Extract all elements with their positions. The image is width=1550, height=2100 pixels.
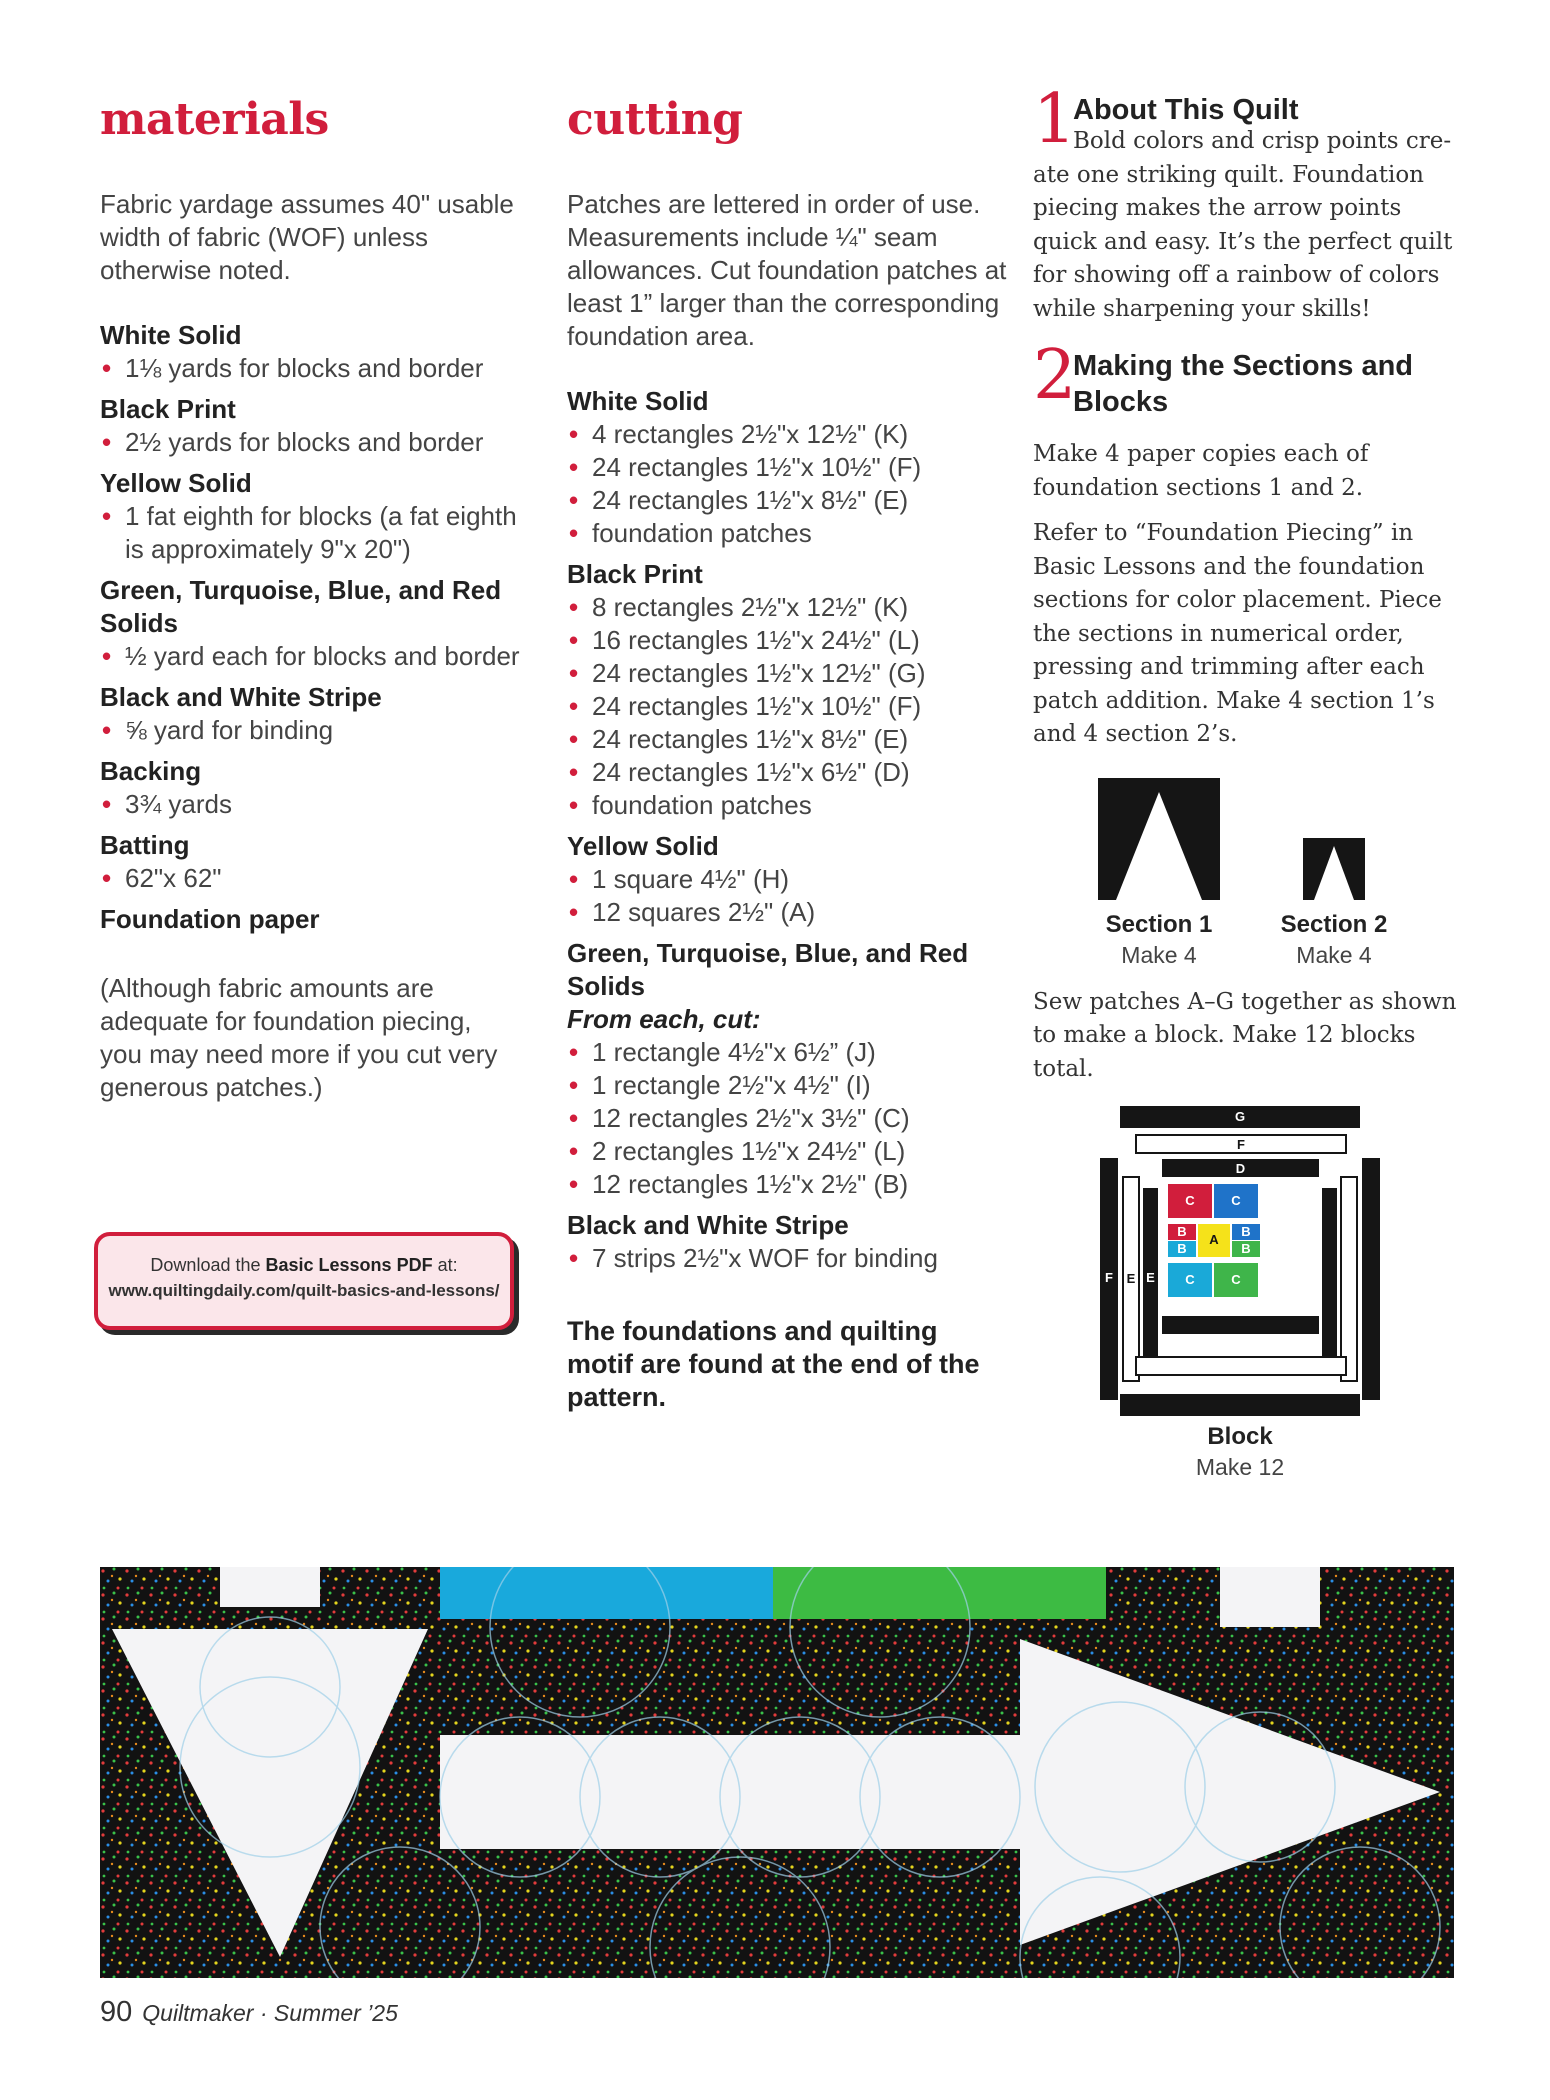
foundation-note: The foundations and quilting motif are found at the end of the pattern.: [567, 1316, 980, 1412]
patch-letter: D: [1235, 1161, 1246, 1176]
cutting-heading: Yellow Solid: [567, 831, 719, 861]
cutting-heading: Green, Turquoise, Blue, and Red Solids: [567, 938, 969, 1001]
cutting-item: • 24 rectangles 1½"x 12½" (G): [567, 657, 1007, 690]
cutting-item: • 4 rectangles 2½"x 12½" (K): [567, 418, 1007, 451]
page-number: 90: [100, 1996, 133, 2028]
patch-g-right: [1362, 1158, 1380, 1400]
materials-intro: Fabric yardage assumes 40" usable width of fabric (WOF) unless otherwise noted.: [100, 189, 514, 285]
cutting-intro: Patches are lettered in order of use. Measurements include ¼" seam allowances. Cut foundation patches at least 1” larger than the corresponding foundation area.: [567, 189, 1007, 351]
patch-f-right: [1340, 1176, 1358, 1382]
step-2: [1033, 336, 1463, 420]
cutting-heading: Black Print: [567, 559, 703, 589]
cutting-title: cutting: [567, 94, 743, 145]
block-make: Make 12: [1195, 1454, 1285, 1480]
cutting-item: • 1 square 4½" (H): [567, 863, 1007, 896]
patch-letter: C: [1231, 1272, 1241, 1287]
cutting-item: • foundation patches: [567, 517, 1007, 550]
download-callout: [94, 1232, 514, 1330]
quilt-detail-photo: [100, 1567, 1454, 1978]
cutting-item: • foundation patches: [567, 789, 1007, 822]
material-heading: Green, Turquoise, Blue, and Red Solids: [100, 575, 502, 638]
patch-letter: E: [1126, 1271, 1136, 1286]
block-assembly-diagram: [1090, 1106, 1390, 1480]
patch-letter: C: [1185, 1272, 1195, 1287]
cutting-item: • 24 rectangles 1½"x 8½" (E): [567, 723, 1007, 756]
step-title: Making the Sections and Blocks: [1073, 350, 1413, 418]
block-caption: [1160, 1422, 1320, 1482]
cutting-item: • 12 rectangles 2½"x 3½" (C): [567, 1102, 1007, 1135]
patch-d-bottom: [1162, 1316, 1319, 1334]
patch-letter: B: [1241, 1241, 1251, 1256]
patch-f-bottom: [1135, 1356, 1347, 1376]
material-item: • 3¾ yards: [100, 788, 520, 821]
page-footer: [100, 1996, 398, 2029]
patch-d-top: [1162, 1159, 1319, 1177]
materials-column: [100, 92, 520, 1104]
step-number: 1: [1033, 80, 1077, 159]
patch-letter: C: [1231, 1193, 1241, 1208]
section-2-caption: [1254, 910, 1414, 970]
patch-b-green: [1232, 1241, 1260, 1257]
step-text: Bold colors and crisp points cre-: [1073, 128, 1452, 154]
cutting-heading: White Solid: [567, 386, 709, 416]
patch-a-yellow: [1198, 1224, 1230, 1257]
material-item: • 2½ yards for blocks and border: [100, 426, 520, 459]
patch-c-turquoise: [1168, 1263, 1212, 1297]
patch-letter: F: [1105, 1270, 1113, 1285]
sections-figure: [1033, 778, 1463, 978]
material-item: • ½ yard each for blocks and border: [100, 640, 520, 673]
section-1-diagram: [1098, 778, 1220, 900]
patch-c-red: [1168, 1184, 1212, 1218]
step-text: ate one striking quilt. Foundation piecing makes the arrow points quick and easy. It’s the perfect quilt for showing off a rainbow of colors while sharpening your skills!: [1033, 161, 1453, 322]
patch-f-left: [1122, 1176, 1140, 1382]
cutting-item: • 1 rectangle 4½"x 6½” (J): [567, 1036, 1007, 1069]
patch-letter: B: [1177, 1224, 1187, 1239]
patch-g-bottom: [1120, 1394, 1360, 1416]
section-2-label: Section 2: [1280, 910, 1388, 938]
cutting-item: • 8 rectangles 2½"x 12½" (K): [567, 591, 1007, 624]
patch-c-blue: [1214, 1184, 1258, 1218]
patch-e-right: [1322, 1188, 1337, 1368]
material-heading: Batting: [100, 830, 190, 860]
instructions-column: [1033, 80, 1463, 1480]
cutting-subheading: From each, cut:: [567, 1004, 761, 1034]
patch-c-green: [1214, 1263, 1258, 1297]
download-text: [98, 1252, 510, 1278]
cutting-item: • 1 rectangle 2½"x 4½" (I): [567, 1069, 1007, 1102]
cutting-item: • 12 squares 2½" (A): [567, 896, 1007, 929]
patch-f-top: [1135, 1134, 1347, 1154]
patch-b-red: [1168, 1224, 1196, 1240]
cutting-item: • 7 strips 2½"x WOF for binding: [567, 1242, 1007, 1275]
step-1: [1033, 80, 1463, 326]
patch-b-turquoise: [1168, 1241, 1196, 1257]
cutting-item: • 2 rectangles 1½"x 24½" (L): [567, 1135, 1007, 1168]
material-heading: Foundation paper: [100, 904, 320, 934]
instruction-paragraph: Refer to “Foundation Piecing” in Basic Lessons and the foundation sections for color placement. Piece the sections in numerical order, pressing and trimming after each patch addition. Make 4 section 1’s and 4 section 2’s.: [1033, 520, 1442, 747]
block-label: Block: [1207, 1423, 1273, 1450]
step-number: 2: [1033, 336, 1077, 415]
cutting-item: • 24 rectangles 1½"x 8½" (E): [567, 484, 1007, 517]
download-link[interactable]: www.quiltingdaily.com/quilt-basics-and-lessons/: [108, 1281, 500, 1300]
step-title: About This Quilt: [1073, 94, 1299, 126]
quilt-arrow-image: [100, 1567, 1454, 1978]
material-heading: Yellow Solid: [100, 468, 252, 498]
cutting-heading: Black and White Stripe: [567, 1210, 849, 1240]
material-heading: Backing: [100, 756, 202, 786]
cutting-item: • 16 rectangles 1½"x 24½" (L): [567, 624, 1007, 657]
patch-g-left: [1100, 1158, 1118, 1400]
section-1-label: Section 1: [1105, 910, 1213, 938]
patch-b-blue: [1232, 1224, 1260, 1240]
download-prefix: Download the: [150, 1255, 266, 1275]
cutting-column: [567, 92, 1007, 1414]
publication-name: Quiltmaker · Summer ’25: [142, 2000, 398, 2026]
cutting-item: • 24 rectangles 1½"x 10½" (F): [567, 451, 1007, 484]
material-heading: White Solid: [100, 320, 242, 350]
patch-letter: C: [1185, 1193, 1195, 1208]
patch-letter: F: [1237, 1137, 1245, 1152]
instruction-paragraph: Sew patches A–G together as shown to make a block. Make 12 blocks total.: [1033, 988, 1457, 1082]
material-heading: Black Print: [100, 394, 236, 424]
material-item: • 1⅛ yards for blocks and border: [100, 352, 520, 385]
patch-e-left: [1143, 1188, 1158, 1368]
patch-letter: E: [1146, 1270, 1155, 1285]
materials-note: (Although fabric amounts are adequate for foundation piecing, you may need more if you cut very generous patches.): [100, 973, 498, 1102]
download-bold: Basic Lessons PDF: [265, 1255, 433, 1275]
step-paragraph: [1033, 125, 1463, 326]
patch-g-top: [1120, 1106, 1360, 1128]
patch-letter: B: [1177, 1241, 1187, 1256]
instruction-paragraph: Make 4 paper copies each of foundation sections 1 and 2.: [1033, 441, 1369, 501]
patch-letter: B: [1241, 1224, 1251, 1239]
cutting-item: • 24 rectangles 1½"x 10½" (F): [567, 690, 1007, 723]
material-item: • ⅝ yard for binding: [100, 714, 520, 747]
download-suffix: at:: [432, 1255, 458, 1275]
section-1-make: Make 4: [1121, 941, 1197, 968]
section-1-caption: [1079, 910, 1239, 970]
section-2-make: Make 4: [1296, 941, 1372, 968]
section-2-diagram: [1303, 838, 1365, 900]
patch-letter: G: [1234, 1109, 1246, 1124]
material-item: • 62"x 62": [100, 862, 520, 895]
cutting-item: • 24 rectangles 1½"x 6½" (D): [567, 756, 1007, 789]
material-heading: Black and White Stripe: [100, 682, 382, 712]
material-item: • 1 fat eighth for blocks (a fat eighth is approximately 9"x 20"): [100, 500, 520, 566]
patch-letter: A: [1209, 1232, 1219, 1247]
materials-title: materials: [100, 94, 329, 145]
cutting-item: • 12 rectangles 1½"x 2½" (B): [567, 1168, 1007, 1201]
